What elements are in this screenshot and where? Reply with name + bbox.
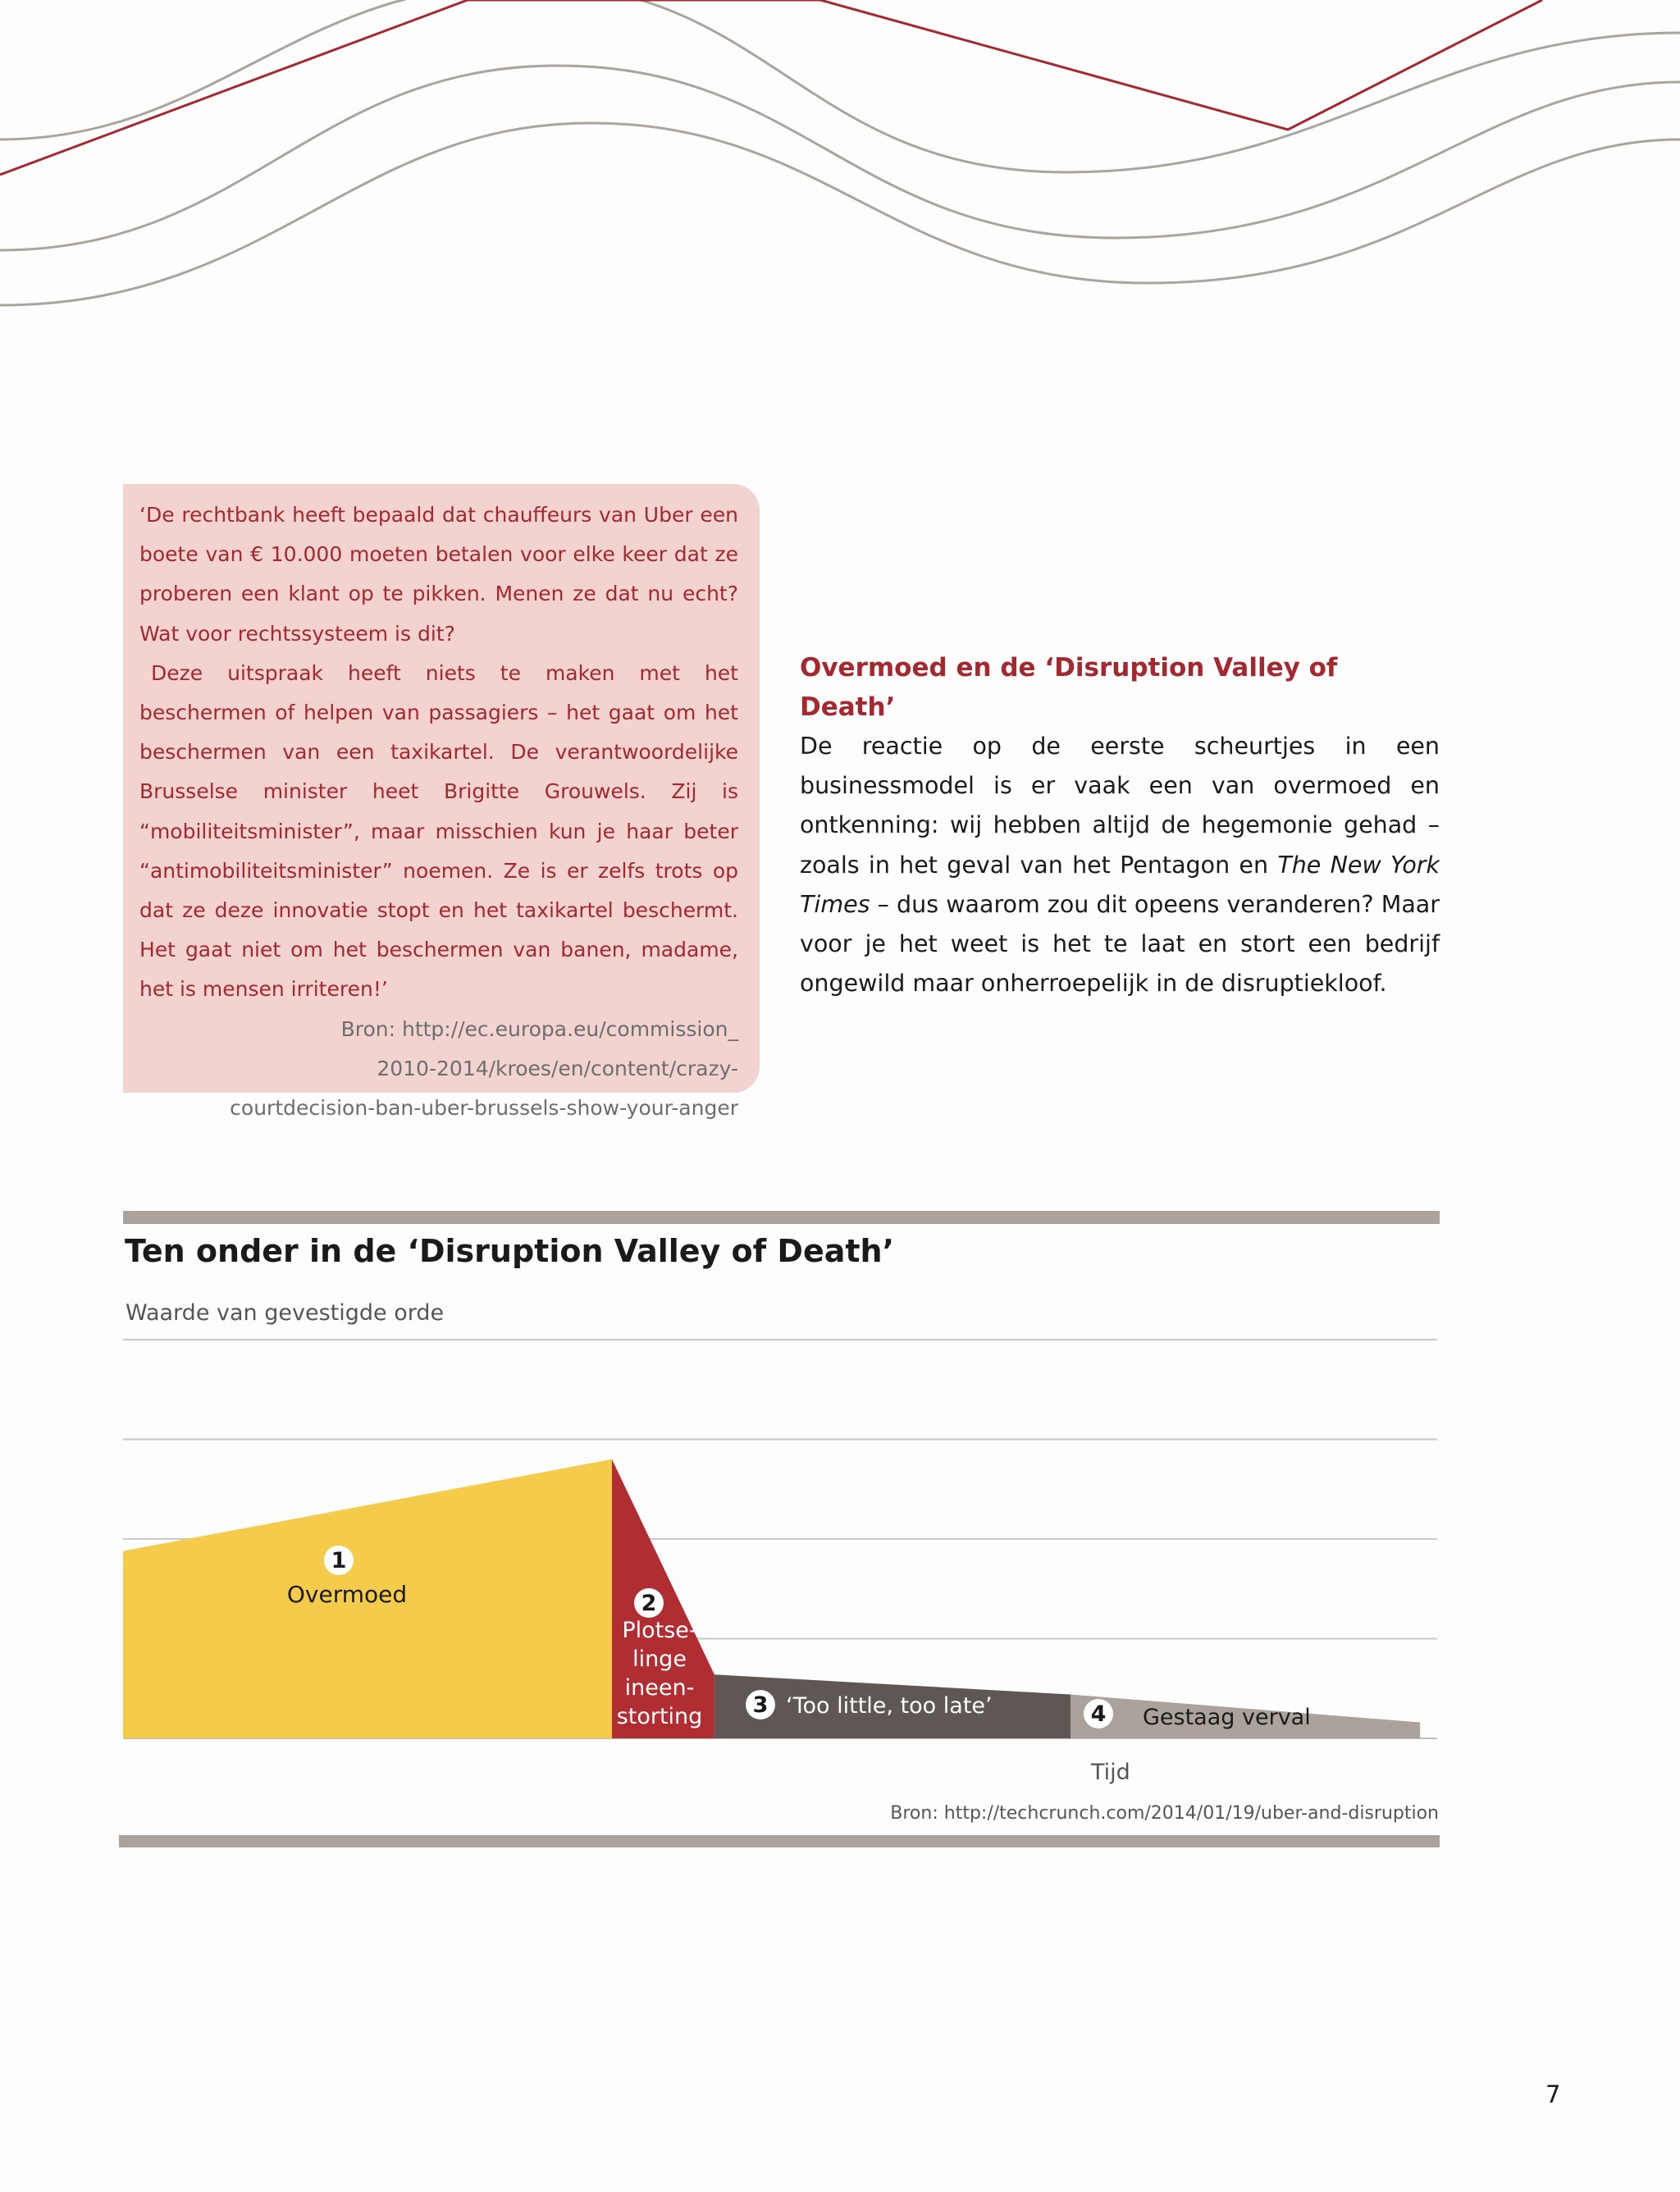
header-wave-decoration [0, 0, 1680, 328]
quote-paragraph-1: ‘De rechtbank heeft bepaald dat chauffeurs van Uber een boete van € 10.000 moeten betalen voor elke keer dat ze proberen een klant op te pikken. Menen ze dat nu echt? Wat voor rechtssysteem is dit? [139, 503, 738, 646]
phase-3-number: 3 [752, 1692, 769, 1718]
quote-source-line-2: 2010-2014/kroes/en/content/crazy- [377, 1056, 738, 1080]
chart-source: Bron: http://techcrunch.com/2014/01/19/uber-and-disruption [890, 1803, 1439, 1824]
phase-1-label: Overmoed [286, 1581, 408, 1608]
article-section [800, 648, 1440, 1003]
phase-4-number: 4 [1090, 1701, 1107, 1727]
article-body-italic: The New York Times [800, 851, 1440, 918]
chart-title: Ten onder in de ‘Disruption Valley of Death’ [125, 1233, 895, 1269]
quote-source-line-3: courtdecision-ban-uber-brussels-show-your-anger [230, 1096, 738, 1121]
article-title: Overmoed en de ‘Disruption Valley of Death’ [800, 653, 1338, 722]
chart-y-axis-label: Waarde van gevestigde orde [126, 1300, 445, 1326]
phase-2-label-line-4: storting [616, 1704, 703, 1729]
chart-plot [0, 1313, 1680, 1756]
phase-3-label: ‘Too little, too late’ [786, 1693, 993, 1719]
phase-2-number: 2 [641, 1591, 657, 1616]
article-body [800, 727, 1440, 1003]
quote-source-line-1: Bron: http://ec.europa.eu/commission_ [340, 1016, 738, 1041]
chart-x-axis-label: Tijd [1091, 1760, 1130, 1785]
article-body-part-1: De reactie op de eerste scheurtjes in een businessmodel is er vaak een van overmoed en ontkenning: wij hebben altijd de hegemonie gehad – zoals in het geval van het Pentagon en [800, 733, 1440, 879]
page-number: 7 [1545, 2080, 1561, 2108]
quote-paragraph-2: Deze uitspraak heeft niets te maken met het beschermen of helpen van passagiers – het gaat om het beschermen van een taxikartel. De verantwoordelijke Brusselse minister heet Brigitte Grouwels. Zij is “mobiliteitsminister”, maar misschien kun je haar beter “antimobiliteitsminister” noemen. Ze is er zelfs trots op dat ze deze innovatie stopt en het taxikartel beschermt. Het gaat niet om het beschermen van banen, madame, het is mensen irriteren!’ [139, 660, 738, 1002]
chart-top-rule [123, 1211, 1440, 1224]
phase-1-number: 1 [331, 1548, 347, 1573]
phase-4-label: Gestaag verval [1143, 1705, 1311, 1730]
phase-2-label-line-1: Plotse- [622, 1618, 697, 1643]
quote-box [123, 484, 760, 1121]
chart-bottom-rule [119, 1835, 1440, 1847]
article-body-part-2: – dus waarom zou dit opeens veranderen? Maar voor je het weet is het te laat en stort een bedrijf ongewild maar onherroepelijk in de disruptiekloof. [800, 890, 1440, 998]
phase-2-label-line-3: ineen- [624, 1675, 695, 1701]
phase-2-label-line-2: linge [632, 1646, 687, 1672]
